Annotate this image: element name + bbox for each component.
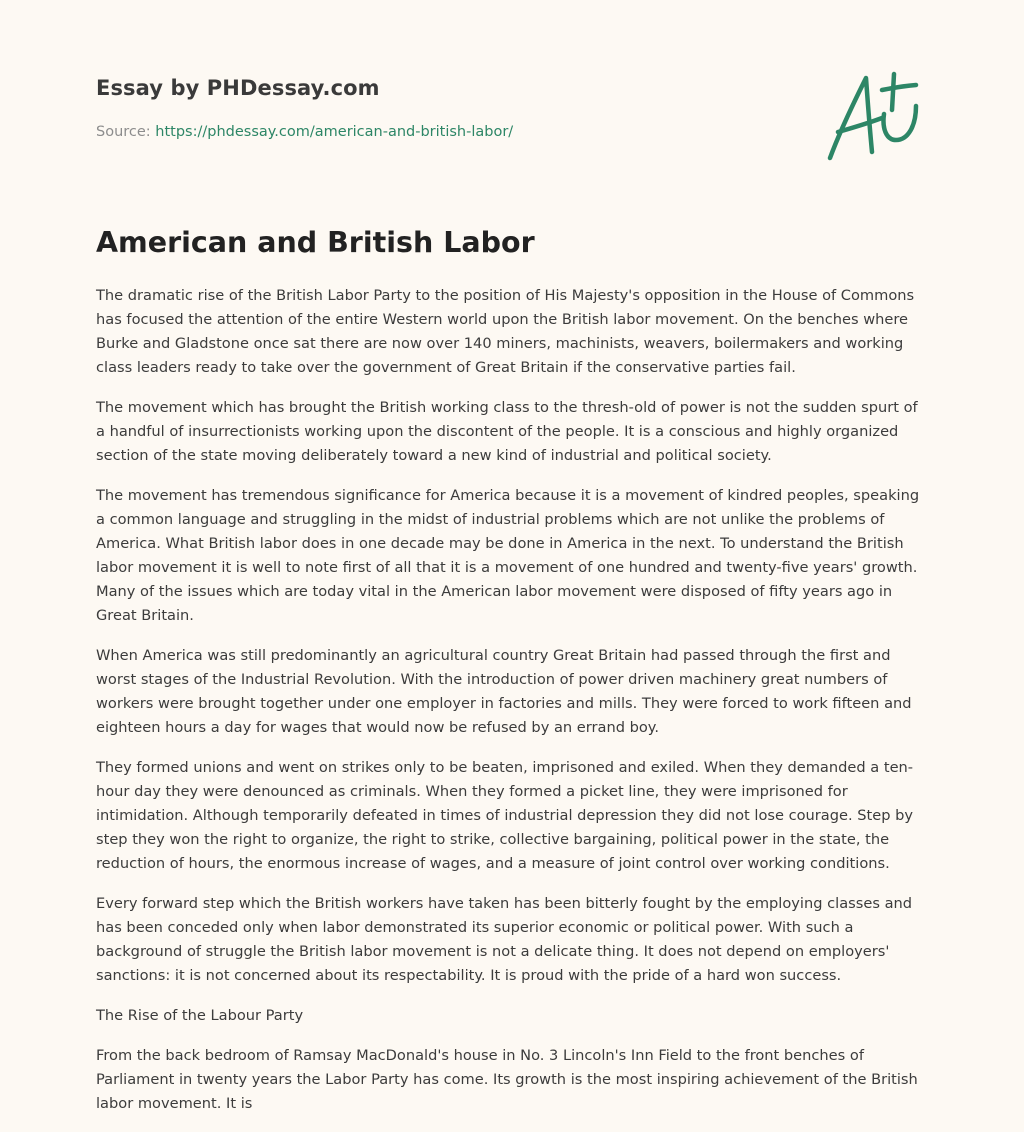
paragraph: When America was still predominantly an agricultural country Great Britain had passed through the first and worst stages of the Industrial Revolution. With the introduction of power driven machinery great numbers of workers were brought together under one employer in factories and mills. They were forced to work fifteen and eighteen hours a day for wages that would now be refused by an errand boy. bbox=[96, 647, 912, 736]
source-link[interactable]: https://phdessay.com/american-and-british-labor/ bbox=[155, 124, 514, 140]
paragraph: Every forward step which the British workers have taken has been bitterly fought by the employing classes and has been conceded only when labor demonstrated its superior economic or political power. With such a background of struggle the British labor movement is not a delicate thing. It does not depend on employers' sanctions: it is not concerned about its respectability. It is proud with the pride of a hard won success. bbox=[96, 895, 913, 984]
paragraph: The dramatic rise of the British Labor Party to the position of His Majesty's opposition in the House of Commons has focused the attention of the entire Western world upon the British labor movement. On the benches where Burke and Gladstone once sat there are now over 140 miners, machinists, weavers, boilermakers and working class leaders ready to take over the government of Great Britain if the conservative parties fail. bbox=[96, 287, 915, 376]
a-plus-logo-icon bbox=[820, 66, 930, 166]
source-line bbox=[96, 124, 513, 140]
paragraph: They formed unions and went on strikes only to be beaten, imprisoned and exiled. When they demanded a ten-hour day they were denounced as criminals. When they formed a picket line, they were imprisoned for intimidation. Although temporarily defeated in times of industrial depression they did not lose courage. Step by step they won the right to organize, the right to strike, collective bargaining, political power in the state, the reduction of hours, the enormous increase of wages, and a measure of joint control over working conditions. bbox=[96, 759, 914, 872]
essay-title: American and British Labor bbox=[96, 226, 535, 259]
paragraph: The movement which has brought the British working class to the thresh-old of power is not the sudden spurt of a handful of insurrectionists working upon the discontent of the people. It is a conscious and highly organized section of the state moving deliberately toward a new kind of industrial and political society. bbox=[96, 399, 918, 464]
essay-body bbox=[96, 284, 928, 1132]
source-label: Source: bbox=[96, 124, 156, 140]
section-subheading: The Rise of the Labour Party bbox=[96, 1007, 304, 1024]
site-brand: Essay by PHDessay.com bbox=[96, 76, 380, 100]
paragraph: From the back bedroom of Ramsay MacDonald's house in No. 3 Lincoln's Inn Field to the front benches of Parliament in twenty years the Labor Party has come. Its growth is the most inspiring achievement of the British labor movement. It is bbox=[96, 1047, 918, 1112]
paragraph: The movement has tremendous significance for America because it is a movement of kindred peoples, speaking a common language and struggling in the midst of industrial problems which are not unlike the problems of America. What British labor does in one decade may be done in America in the next. To understand the British labor movement it is well to note first of all that it is a movement of one hundred and twenty-five years' growth. Many of the issues which are today vital in the American labor movement were disposed of fifty years ago in Great Britain. bbox=[96, 487, 920, 624]
